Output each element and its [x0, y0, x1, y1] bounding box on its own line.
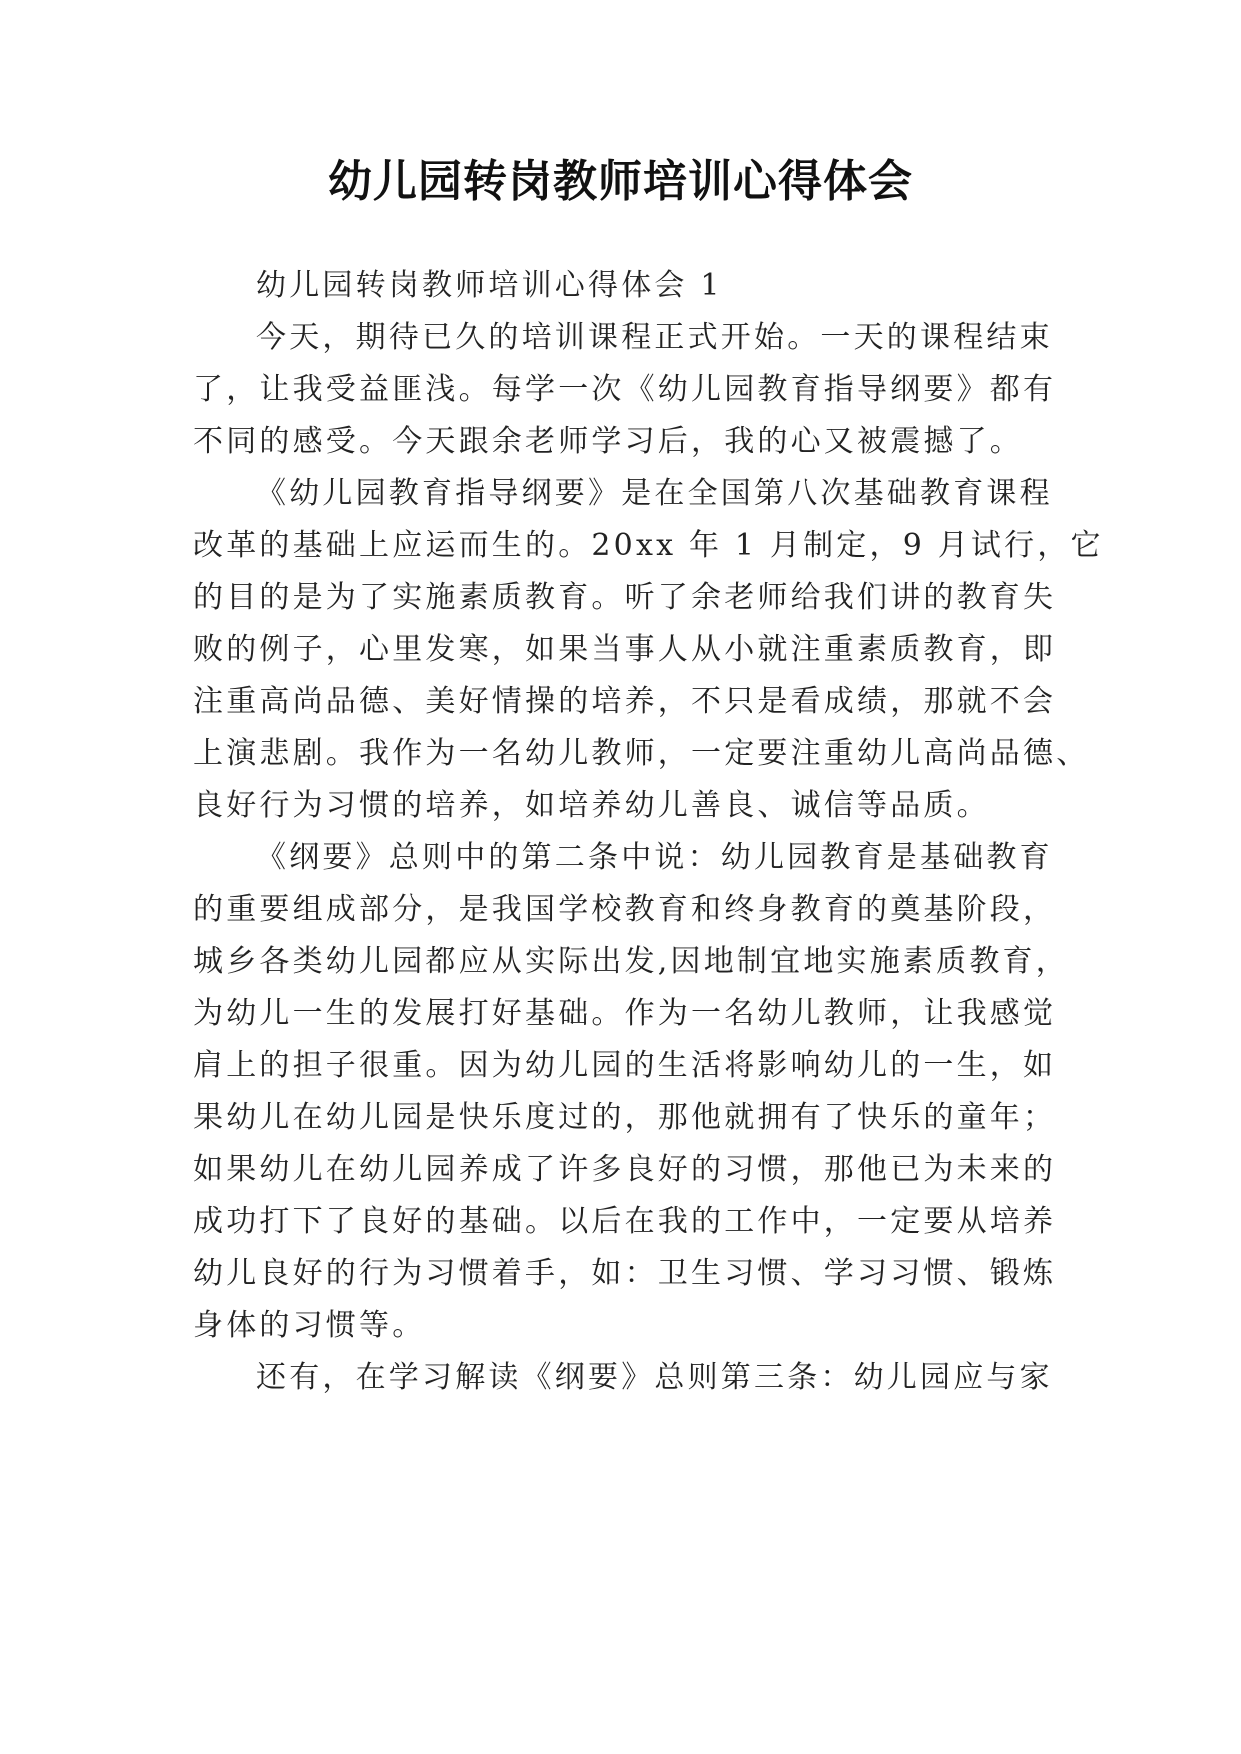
- paragraph-line: 为幼儿一生的发展打好基础。作为一名幼儿教师，让我感觉: [193, 996, 1057, 1031]
- paragraph-line: 《纲要》总则中的第二条中说：幼儿园教育是基础教育: [256, 840, 1053, 875]
- document-title: 幼儿园转岗教师培训心得体会: [328, 156, 913, 207]
- paragraph-line: 的目的是为了实施素质教育。听了余老师给我们讲的教育失: [193, 580, 1057, 615]
- paragraph-line: 了，让我受益匪浅。每学一次《幼儿园教育指导纲要》都有: [193, 372, 1057, 407]
- paragraph-line: 注重高尚品德、美好情操的培养，不只是看成绩，那就不会: [193, 684, 1057, 719]
- paragraph-line: 如果幼儿在幼儿园养成了许多良好的习惯，那他已为未来的: [193, 1152, 1057, 1187]
- paragraph-line: 果幼儿在幼儿园是快乐度过的，那他就拥有了快乐的童年；: [193, 1100, 1057, 1135]
- paragraph-line: 还有，在学习解读《纲要》总则第三条：幼儿园应与家: [256, 1360, 1053, 1395]
- paragraph-line: 今天，期待已久的培训课程正式开始。一天的课程结束: [256, 320, 1053, 355]
- paragraph-line: 幼儿良好的行为习惯着手，如：卫生习惯、学习习惯、锻炼: [193, 1256, 1057, 1291]
- paragraph-line: 不同的感受。今天跟余老师学习后，我的心又被震撼了。: [193, 424, 1023, 459]
- paragraph-line: 的重要组成部分，是我国学校教育和终身教育的奠基阶段，: [193, 892, 1057, 927]
- paragraph-line: 败的例子，心里发寒，如果当事人从小就注重素质教育，即: [193, 632, 1057, 667]
- paragraph-line: 改革的基础上应运而生的。20xx 年 1 月制定，9 月试行，它: [193, 528, 1104, 563]
- paragraph-line: 身体的习惯等。: [193, 1308, 426, 1343]
- paragraph-line: 肩上的担子很重。因为幼儿园的生活将影响幼儿的一生，如: [193, 1048, 1057, 1083]
- paragraph-line: 上演悲剧。我作为一名幼儿教师，一定要注重幼儿高尚品德、: [193, 736, 1090, 771]
- paragraph-line: 成功打下了良好的基础。以后在我的工作中，一定要从培养: [193, 1204, 1057, 1239]
- paragraph-line: 《幼儿园教育指导纲要》是在全国第八次基础教育课程: [256, 476, 1053, 511]
- paragraph-line: 良好行为习惯的培养，如培养幼儿善良、诚信等品质。: [193, 788, 990, 823]
- paragraph-line: 城乡各类幼儿园都应从实际出发,因地制宜地实施素质教育，: [193, 944, 1069, 979]
- section-heading: 幼儿园转岗教师培训心得体会 1: [256, 268, 723, 303]
